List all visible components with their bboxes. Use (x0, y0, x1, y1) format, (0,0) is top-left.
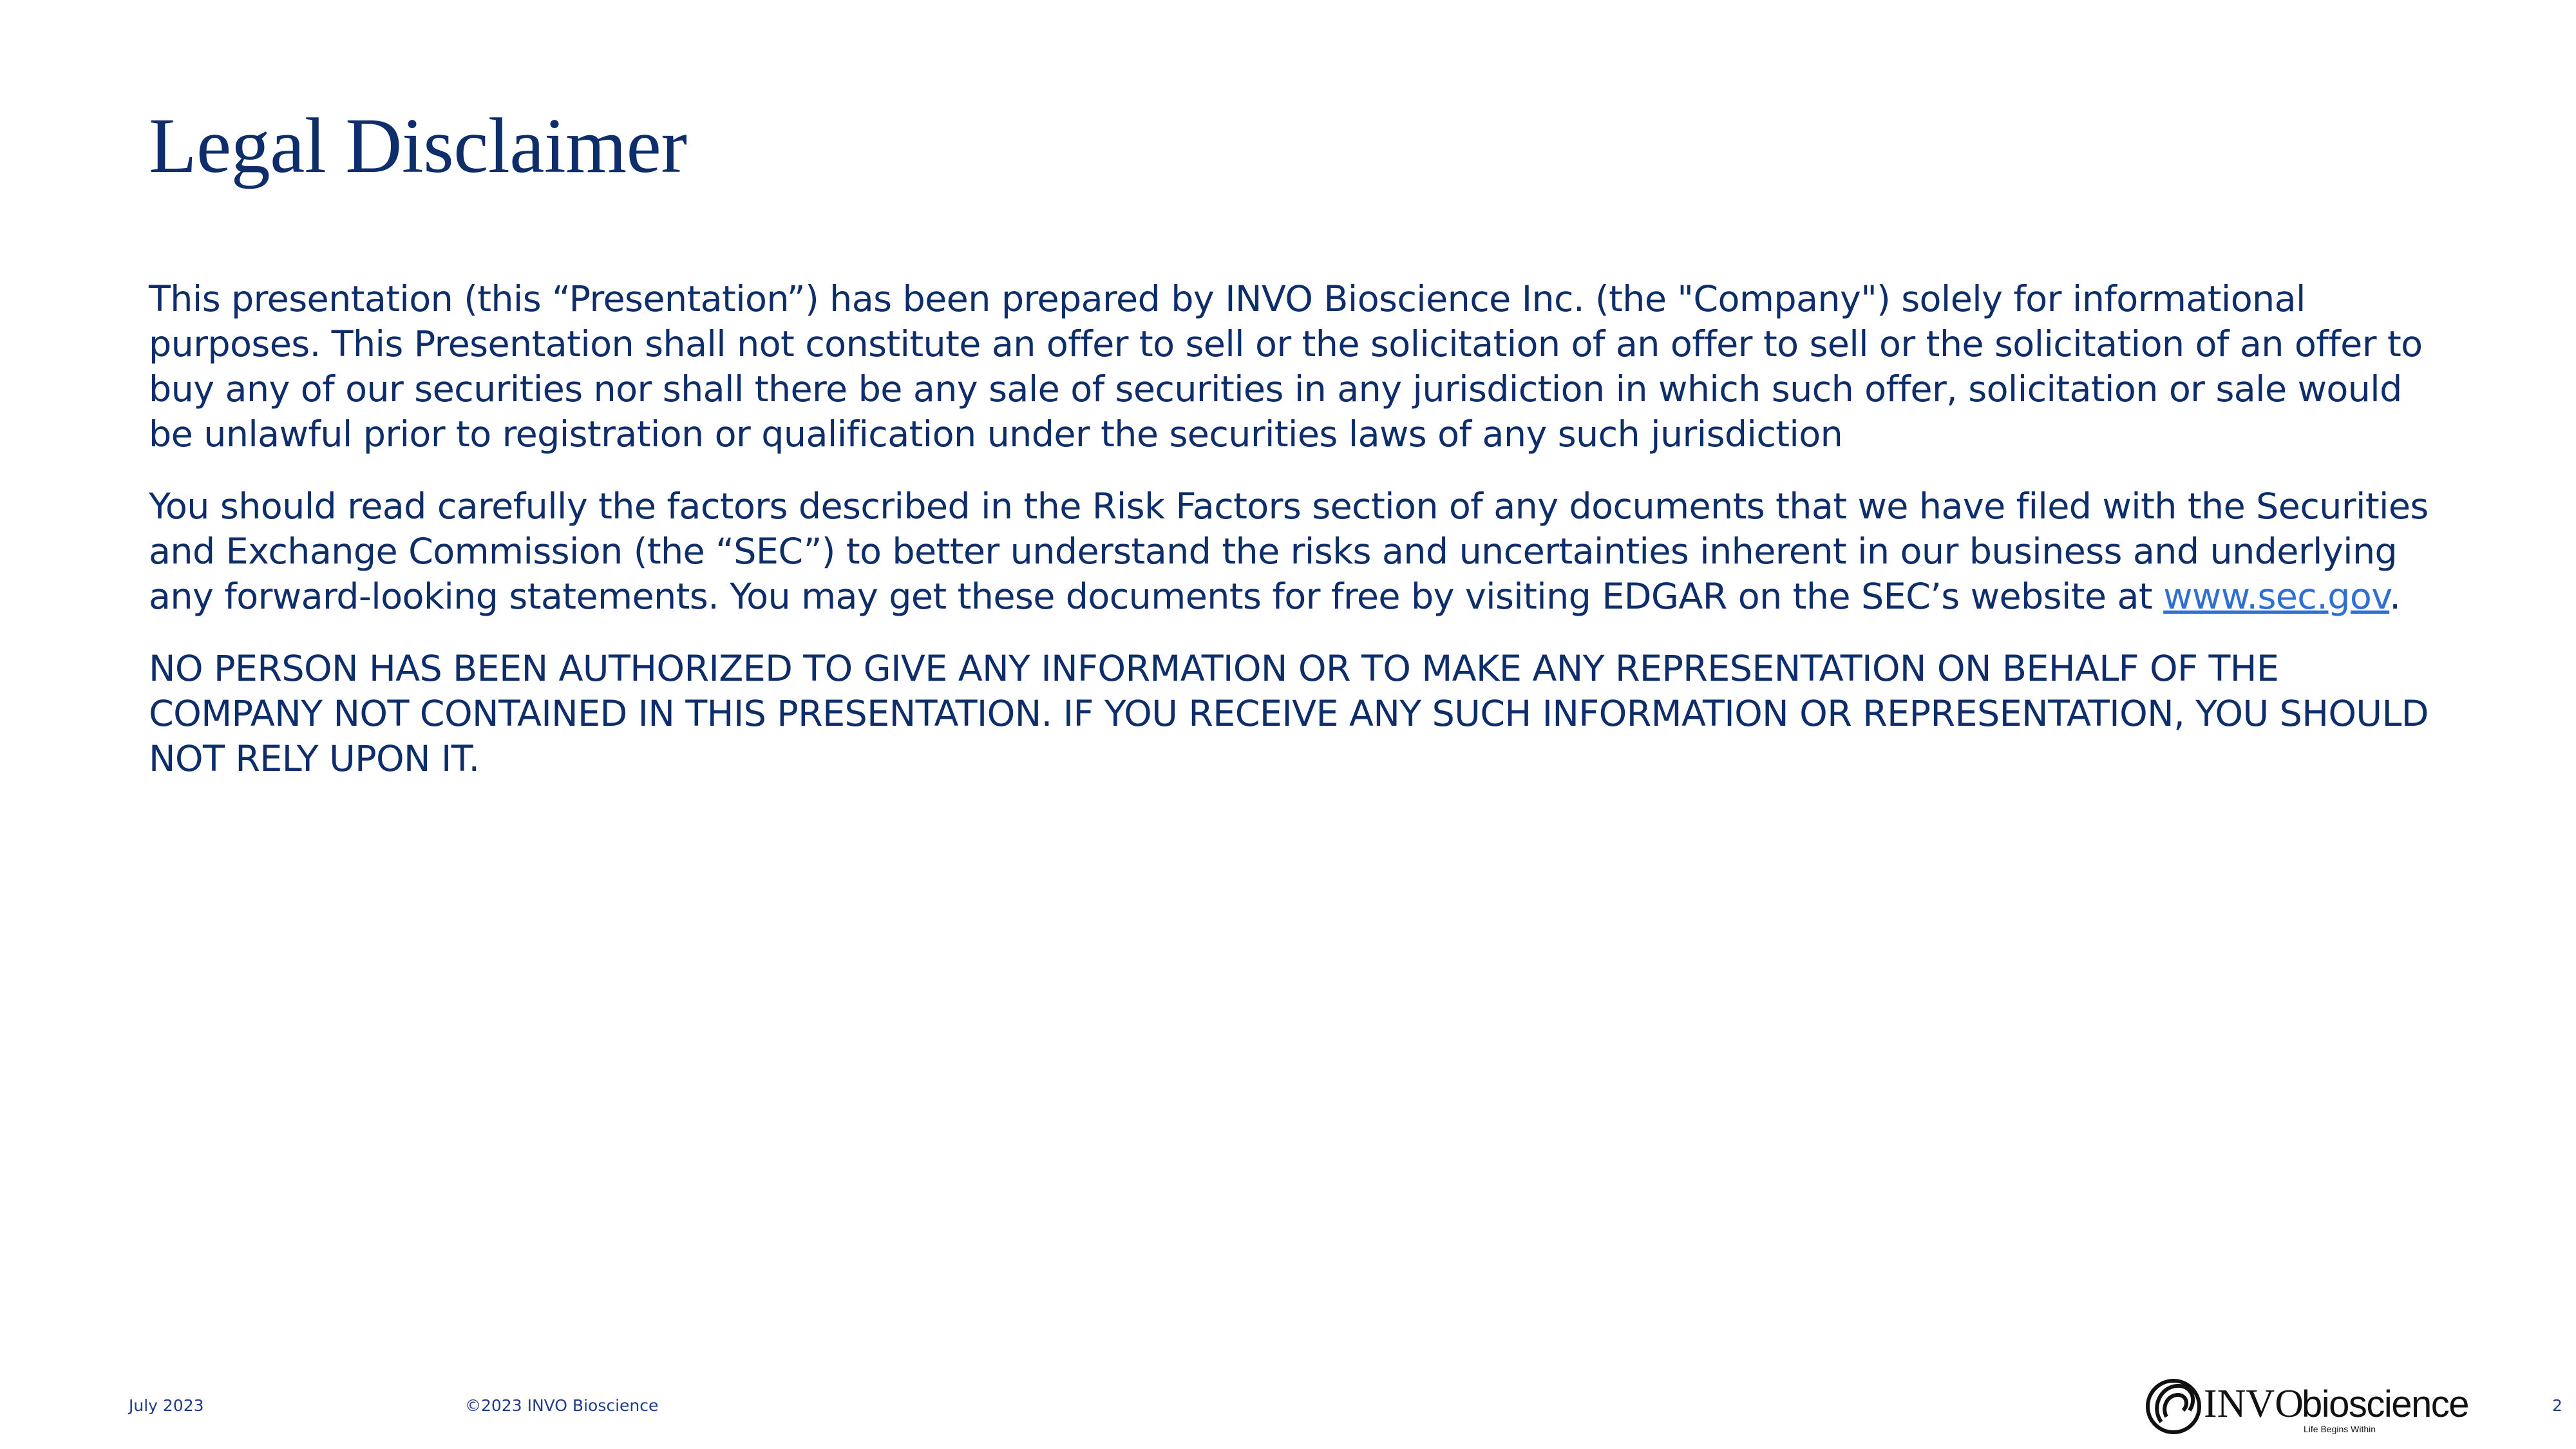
disclaimer-paragraph-3: NO PERSON HAS BEEN AUTHORIZED TO GIVE ANY INFORMATION OR TO MAKE ANY REPRESENTATION ON BEHALF OF THE COMPANY NOT CONTAINED IN THIS PRESENTATION. IF YOU RECEIVE ANY SUCH INFORMATION OR REPRESENTATION, YOU SHOULD NOT RELY UPON IT. (149, 648, 2429, 780)
paragraph-2-text: You should read carefully the factors described in the Risk Factors section of any documents that we have filed with the Securities and Exchange Commission (the “SEC”) to better understand the risks and uncertainties inherent in our business and underlying any forward-looking statements. You may get these documents for free by visiting EDGAR on the SEC’s website at (149, 486, 2429, 618)
paragraph-2-period: . (2389, 576, 2401, 618)
disclaimer-paragraph-2 (149, 484, 2441, 620)
page-number: 2 (2552, 1396, 2562, 1415)
footer-date: July 2023 (129, 1396, 204, 1415)
swirl-logo-icon (2148, 1381, 2199, 1432)
logo-wordmark-invo: INVO (2204, 1382, 2304, 1426)
disclaimer-body (149, 277, 2441, 809)
logo-wordmark-bioscience: bioscience (2302, 1383, 2469, 1425)
logo-graphic (2145, 1377, 2473, 1436)
footer-copyright: ©2023 INVO Bioscience (465, 1396, 659, 1415)
page-title: Legal Disclaimer (149, 102, 687, 189)
logo-tagline: Life Begins Within (2304, 1424, 2376, 1434)
sec-website-link[interactable]: www.sec.gov (2163, 576, 2390, 618)
invo-bioscience-logo (2145, 1377, 2473, 1436)
disclaimer-paragraph-1: This presentation (this “Presentation”) has been prepared by INVO Bioscience Inc. (the "Company") solely for informational purposes. This Presentation shall not constitute an offer to sell or the solicitation of an offer to sell or the solicitation of an offer to buy any of our securities nor shall there be any sale of securities in any jurisdiction in which such offer, solicitation or sale would be unlawful prior to registration or qualification under the securities laws of any such jurisdiction (149, 278, 2423, 455)
